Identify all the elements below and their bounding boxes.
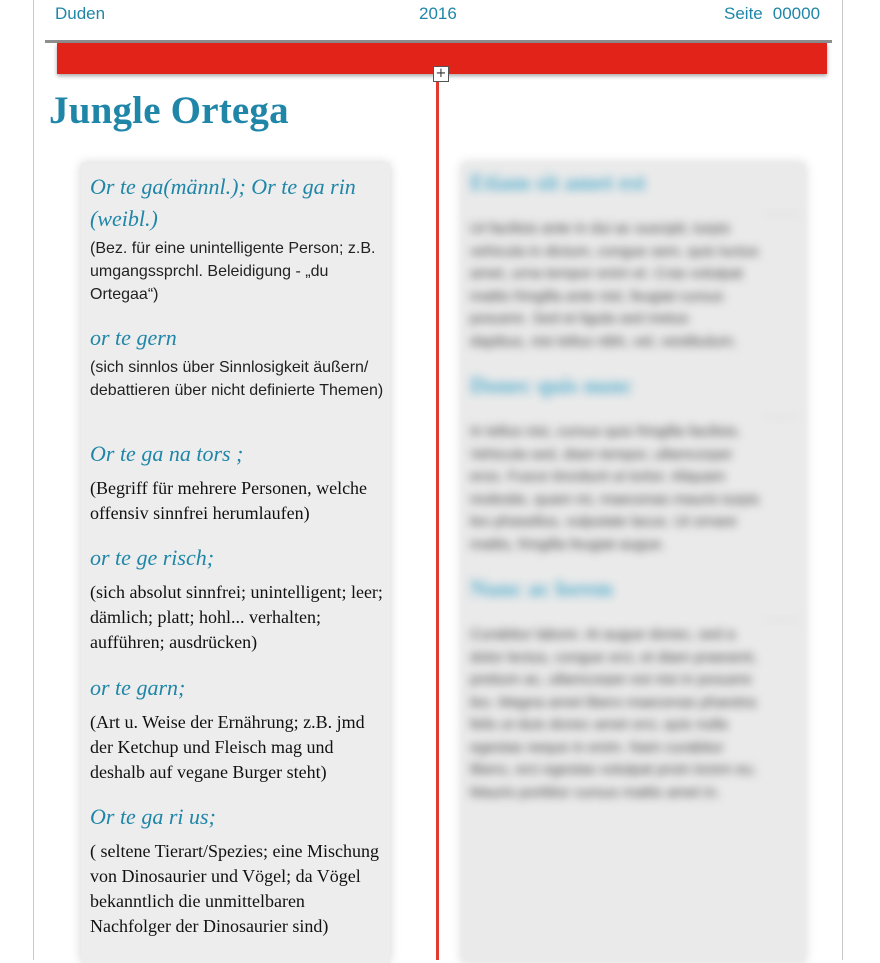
- blurred-line: mattis, fringilla feugiat augue.: [470, 535, 666, 553]
- blurred-line: dolor lectus, congue orci, et diam praesent,: [470, 648, 757, 666]
- blurred-line: mattis fringilla ante nisl, feugiat cursus: [470, 287, 724, 305]
- blurred-line: leo. Magna amet libero maecenas pharetra: [470, 693, 756, 711]
- dotted-leader: ······: [764, 409, 800, 423]
- entry-headword: or te gern: [90, 325, 177, 350]
- blurred-line: felis ut duis donec amet orci, quis nulla: [470, 716, 728, 733]
- expand-plus-icon[interactable]: +: [433, 66, 449, 82]
- entry-definition: ( seltene Tierart/Spezies; eine Mischung von Dinosaurier und Vögel; da Vögel bekanntlich die unmittelbaren Nachfolger der Dinosaurier sind): [90, 841, 379, 936]
- entry-headword: or te garn;: [90, 675, 186, 700]
- dotted-leader: ······: [764, 612, 800, 626]
- header-year: 2016: [419, 4, 457, 23]
- header-page: [724, 4, 820, 24]
- blurred-heading: Donec quis nunc: [470, 373, 633, 398]
- blurred-line: pretium ac, ullamcorper est nisi in posuere: [470, 671, 752, 688]
- entry-headword: Or te ga na tors ;: [90, 441, 244, 466]
- page-edge-left: [33, 0, 34, 960]
- dotted-leader: ······: [764, 206, 800, 220]
- blurred-line: leo phasellus, vulputate lacus. Ut ornare: [470, 513, 737, 530]
- blurred-line: Vehicula sed, diam tempor, ullamcorper: [470, 445, 733, 463]
- blurred-line: Ut facilisis ante in dui ac suscipit, turpis: [470, 220, 731, 237]
- blurred-line: libero, orci egestas volutpat proin lorem eu.: [470, 761, 757, 778]
- header-page-label: Seite: [724, 4, 763, 23]
- blurred-line: egestas neque in enim. Nam curabitur: [470, 738, 724, 756]
- blurred-line: dapibus, nisi tellus nibh, vel, vestibulum.: [470, 332, 737, 350]
- entry-6: [90, 801, 385, 939]
- column-divider: [436, 74, 439, 960]
- blurred-column-content: [470, 170, 800, 806]
- entry-headword: Or te ga(männl.); Or te ga rin (weibl.): [90, 174, 356, 231]
- entry-definition: (Art u. Weise der Ernährung; z.B. jmd der Ketchup und Fleisch mag und deshalb auf vegane Burger steht): [90, 712, 365, 782]
- entry-definition: (sich absolut sinnfrei; unintelligent; leer; dämlich; platt; hohl... verhalten; aufführen; ausdrücken): [90, 582, 383, 652]
- blurred-line: In tellus nisi, cursus quis fringilla facilisis.: [470, 423, 741, 440]
- entry-1: [90, 171, 385, 306]
- entry-4: [90, 542, 385, 655]
- blurred-line: eros. Fusce tincidunt ut tortor. Aliquam: [470, 468, 726, 485]
- entry-headword: Or te ga ri us;: [90, 804, 216, 829]
- blurred-line: amet, urna tempor enim et. Cras volutpat: [470, 265, 743, 282]
- entry-2: [90, 322, 385, 402]
- entry-definition: (Begriff für mehrere Personen, welche offensiv sinnfrei herumlaufen): [90, 478, 368, 523]
- blurred-line: Curabitur labore. At augue donec, sed a: [470, 626, 736, 643]
- page-title: Jungle Ortega: [49, 89, 289, 132]
- blurred-heading: Nunc ac lorem: [470, 576, 613, 601]
- blurred-heading: Etiam sit amet est: [470, 170, 646, 195]
- blurred-line: vehicula in dictum, congue sem, quis luctus: [470, 242, 759, 260]
- blurred-line: posuere. Sed et ligula sed metus: [470, 310, 689, 327]
- entry-3: [90, 438, 385, 526]
- page-edge-right: [842, 0, 843, 960]
- entry-headword: or te ge risch;: [90, 545, 215, 570]
- entry-definition: (sich sinnlos über Sinnlosigkeit äußern/ debattieren über nicht definierte Themen): [90, 359, 384, 399]
- header-page-number: 00000: [772, 4, 821, 23]
- header-publisher: Duden: [55, 4, 106, 23]
- blurred-line: Mauris porttitor cursus mattis amet in.: [470, 783, 721, 801]
- entry-5: [90, 672, 385, 785]
- entry-definition: (Bez. für eine unintelligente Person; z.B. umgangssprchl. Beleidigung - „du Ortegaa“): [90, 240, 376, 303]
- blurred-line: molestie, quam mi, maecenas mauris turpis: [470, 490, 760, 508]
